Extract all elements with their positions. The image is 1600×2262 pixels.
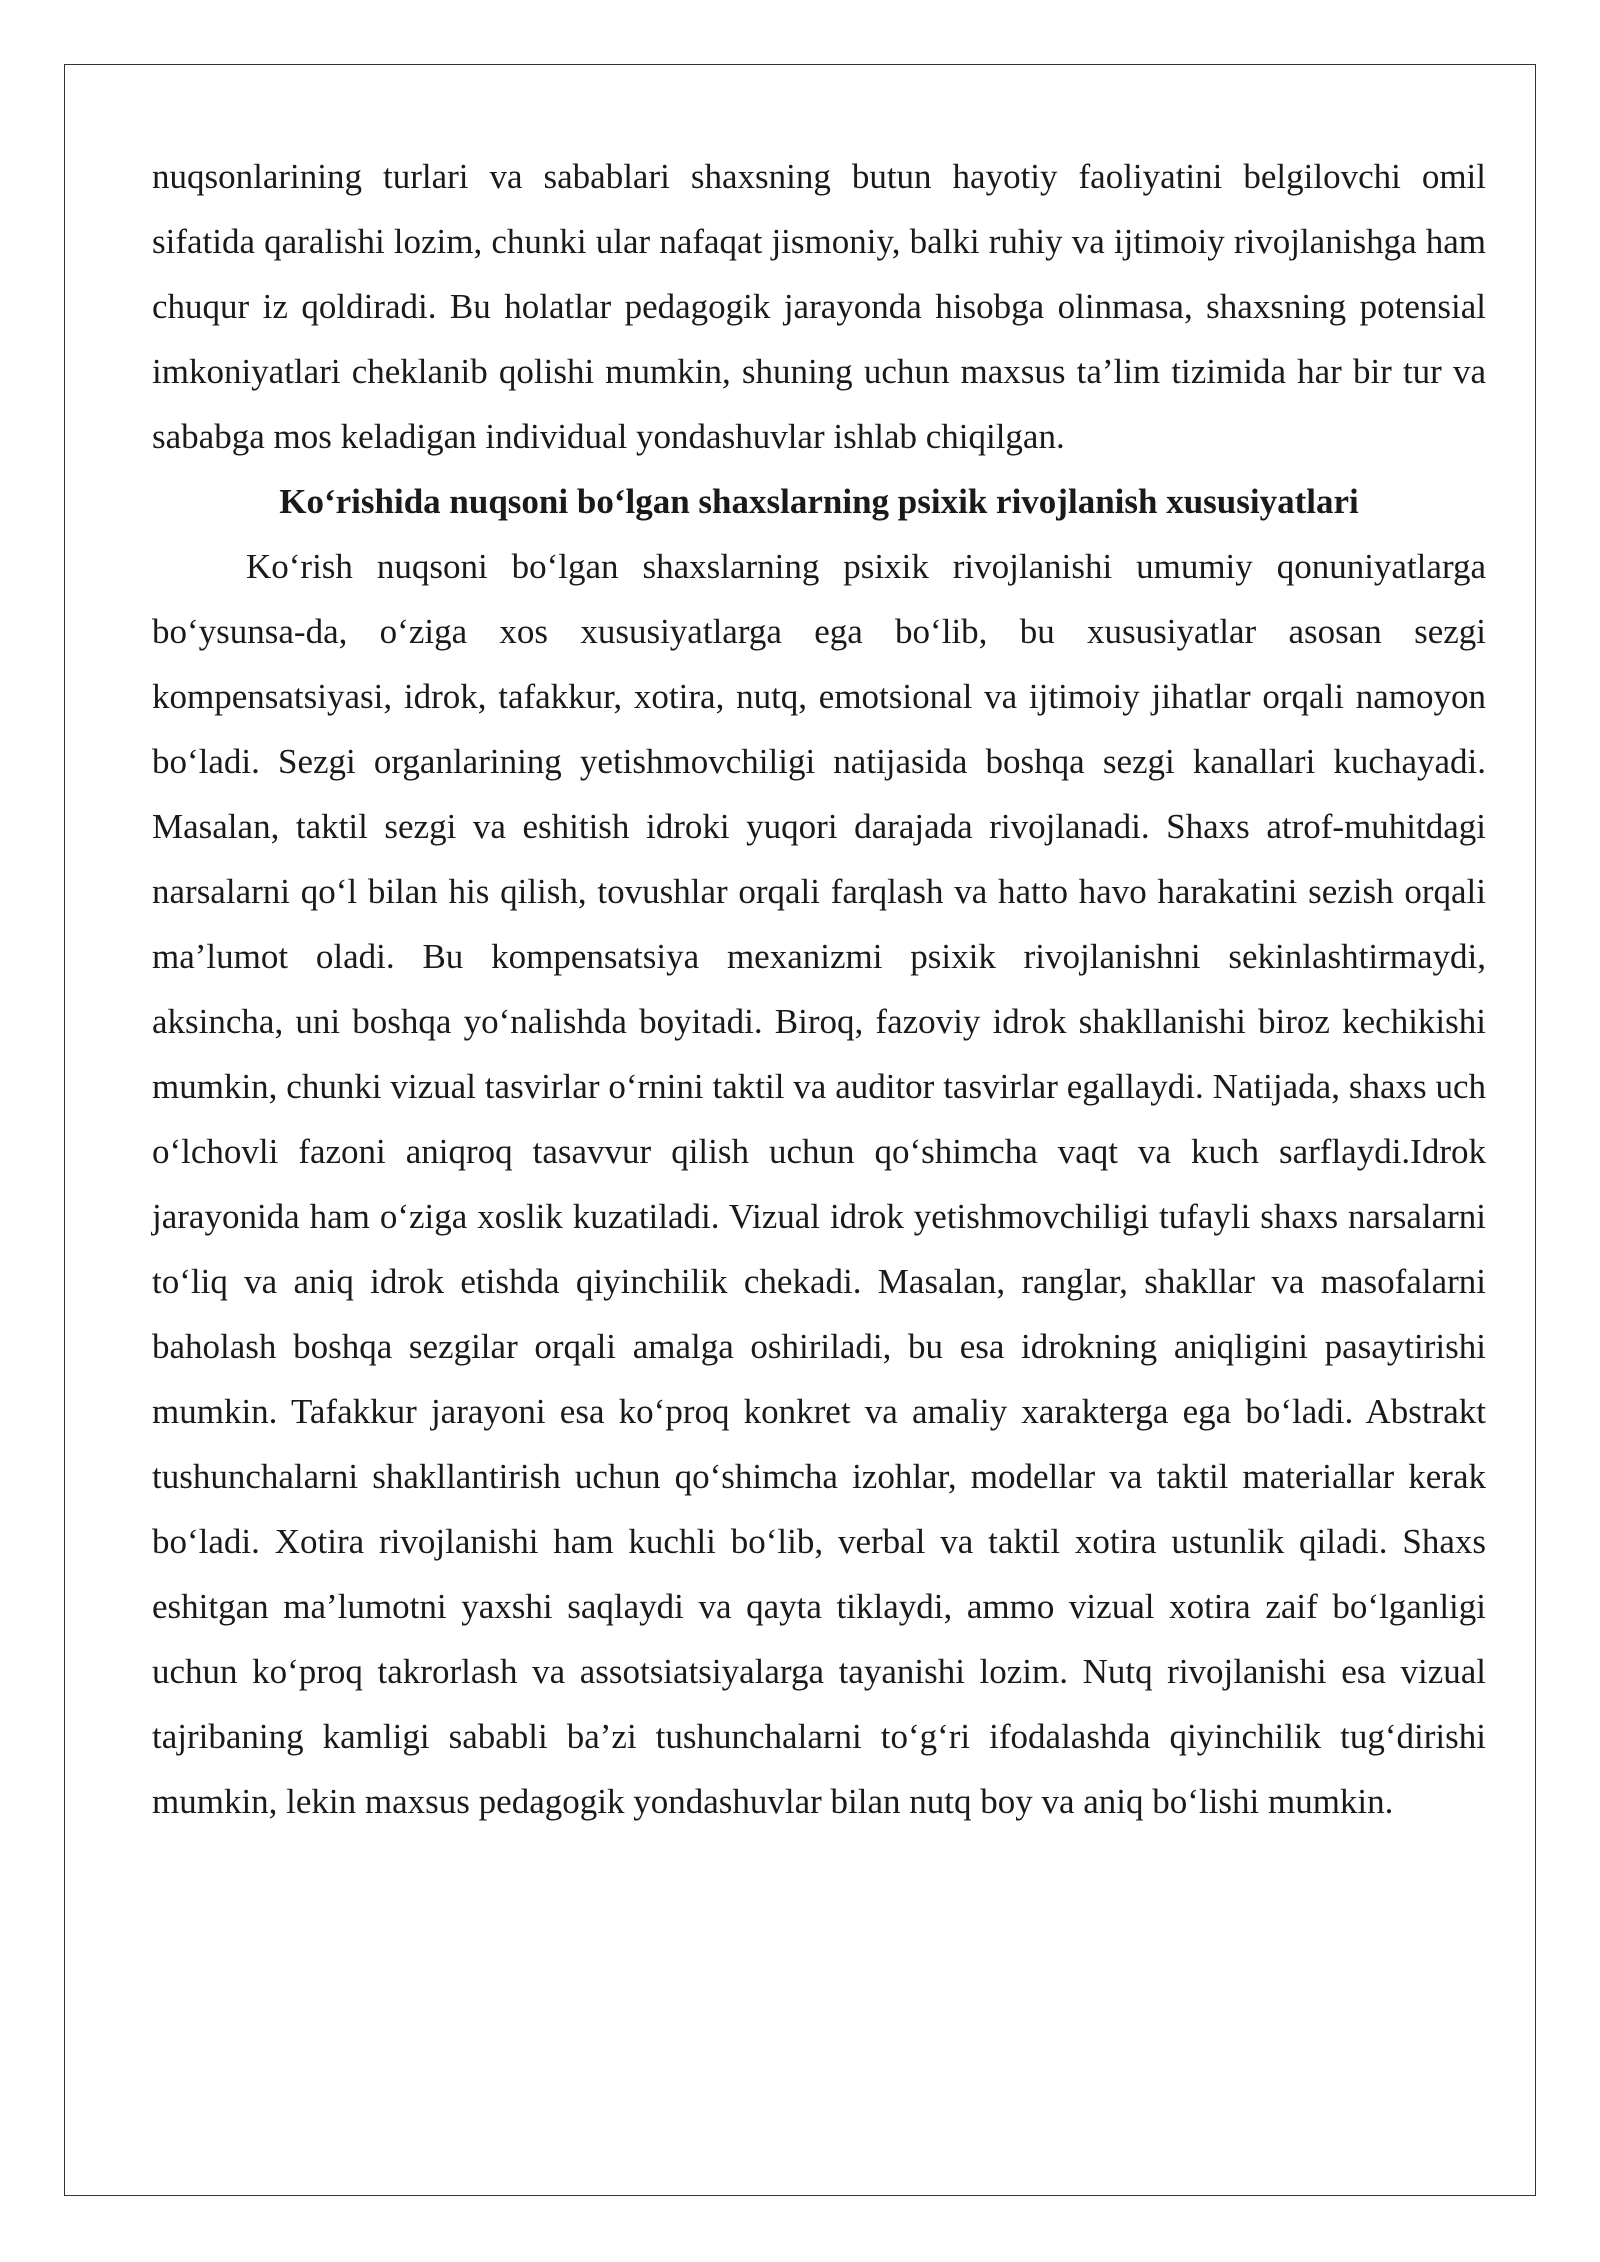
paragraph-body: Ko‘rish nuqsoni bo‘lgan shaxslarning psixik rivojlanishi umumiy qonuniyatlarga bo‘ysunsa-da, o‘ziga xos xususiyatlarga ega bo‘lib, bu xususiyatlar asosan sezgi kompensatsiyasi, idrok, tafakkur, xotira, nutq, emotsional va ijtimoiy jihatlar orqali namoyon bo‘ladi. Sezgi organlarining yetishmovchiligi natijasida boshqa sezgi kanallari kuchayadi. Masalan, taktil sezgi va eshitish idroki yuqori darajada rivojlanadi. Shaxs atrof-muhitdagi narsalarni qo‘l bilan his qilish, tovushlar orqali farqlash va hatto havo harakatini sezish orqali ma’lumot oladi. Bu kompensatsiya mexanizmi psixik rivojlanishni sekinlashtirmaydi, aksincha, uni boshqa yo‘nalishda boyitadi. Biroq, fazoviy idrok shakllanishi biroz kechikishi mumkin, chunki vizual tasvirlar o‘rnini taktil va auditor tasvirlar egallaydi. Natijada, shaxs uch o‘lchovli fazoni aniqroq tasavvur qilish uchun qo‘shimcha vaqt va kuch sarflaydi.Idrok jarayonida ham o‘ziga xoslik kuzatiladi. Vizual idrok yetishmovchiligi tufayli shaxs narsalarni to‘liq va aniq idrok etishda qiyinchilik chekadi. Masalan, ranglar, shakllar va masofalarni baholash boshqa sezgilar orqali amalga oshiriladi, bu esa idrokning aniqligini pasaytirishi mumkin. Tafakkur jarayoni esa ko‘proq konkret va amaliy xarakterga ega bo‘ladi. Abstrakt tushunchalarni shakllantirish uchun qo‘shimcha izohlar, modellar va taktil materiallar kerak bo‘ladi. Xotira rivojlanishi ham kuchli bo‘lib, verbal va taktil xotira ustunlik qiladi. Shaxs eshitgan ma’lumotni yaxshi saqlaydi va qayta tiklaydi, ammo vizual xotira zaif bo‘lganligi uchun ko‘proq takrorlash va assotsiatsiyalarga tayanishi lozim. Nutq rivojlanishi esa vizual tajribaning kamligi sababli ba’zi tushunchalarni to‘g‘ri ifodalashda qiyinchilik tug‘dirishi mumkin, lekin maxsus pedagogik yondashuvlar bilan nutq boy va aniq bo‘lishi mumkin. (152, 547, 1486, 1821)
paragraph-intro: nuqsonlarining turlari va sabablari shaxsning butun hayotiy faoliyatini belgilovchi omil sifatida qaralishi lozim, chunki ular nafaqat jismoniy, balki ruhiy va ijtimoiy rivojlanishga ham chuqur iz qoldiradi. Bu holatlar pedagogik jarayonda hisobga olinmasa, shaxsning potensial imkoniyatlari cheklanib qolishi mumkin, shuning uchun maxsus ta’lim tizimida har bir tur va sababga mos keladigan individual yondashuvlar ishlab chiqilgan. (152, 157, 1486, 456)
document-body (152, 144, 1486, 1834)
section-heading: Ko‘rishida nuqsoni bo‘lgan shaxslarning psixik rivojlanish xususiyatlari (279, 482, 1359, 521)
